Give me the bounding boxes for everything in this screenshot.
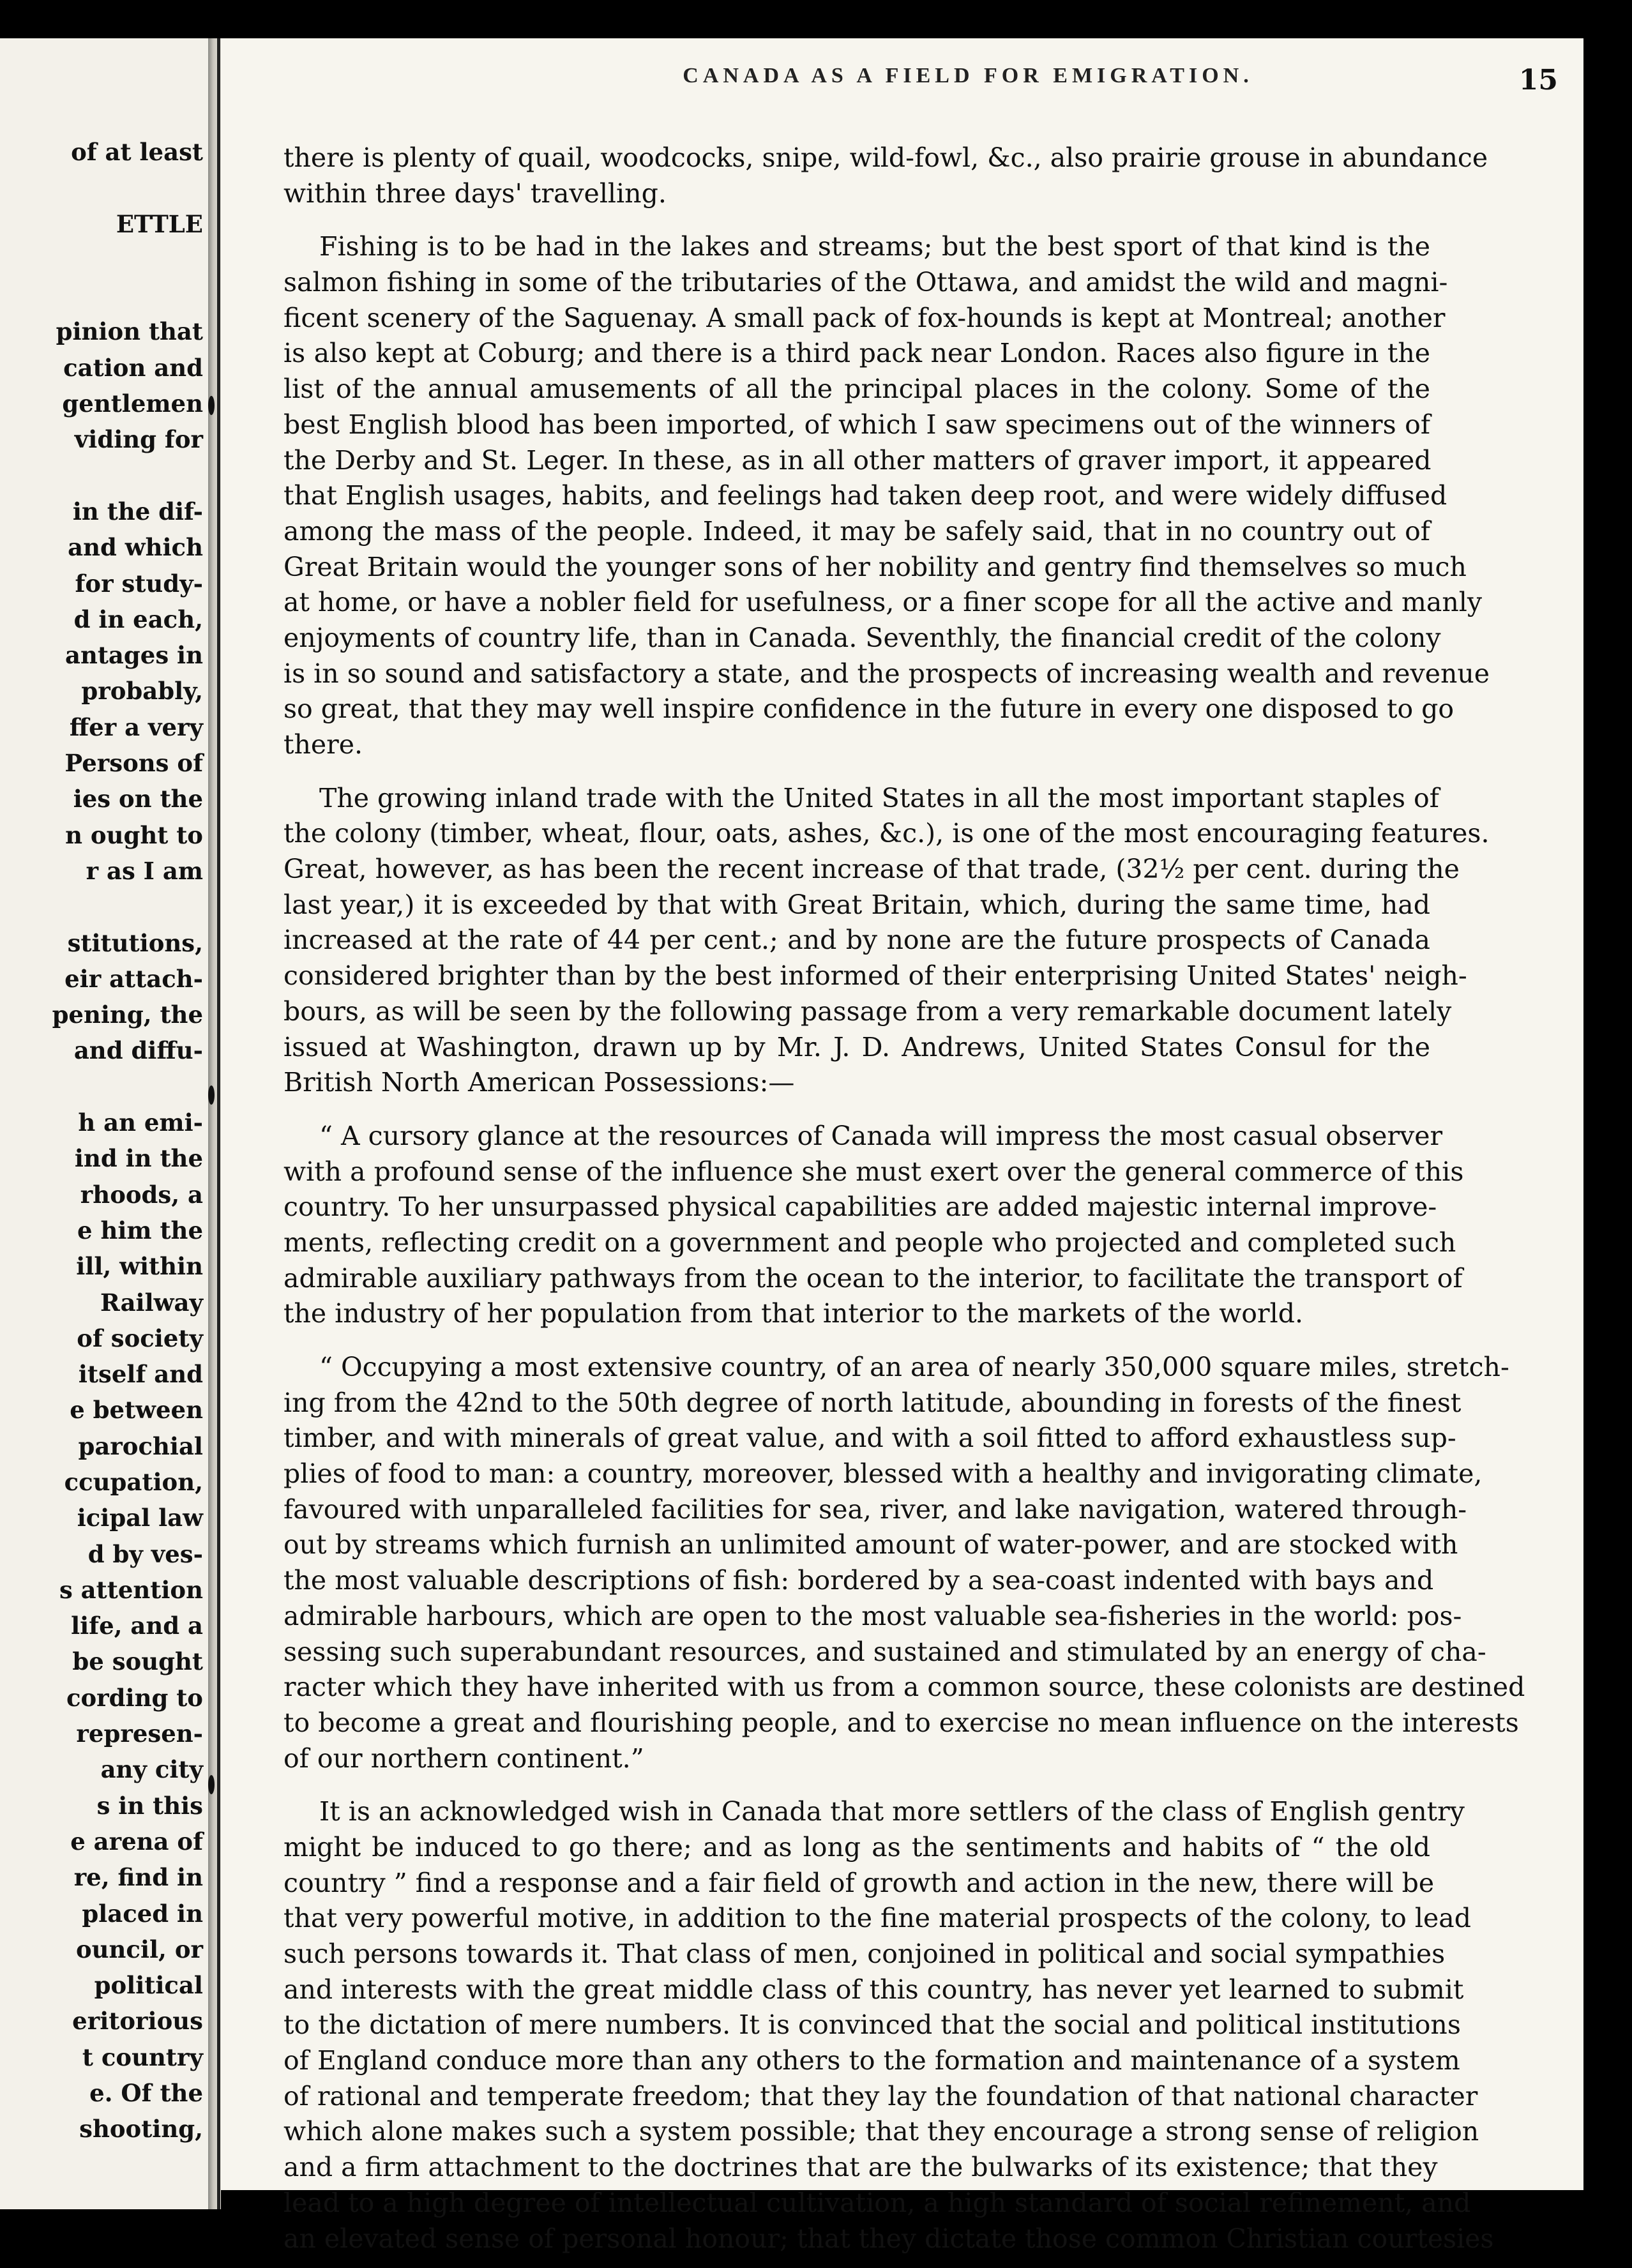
text-line: with a profound sense of the influence she must exert over the general commerce of this	[283, 1156, 1464, 1187]
left-page-line: stitutions,	[67, 928, 203, 957]
left-page-line: and which	[68, 533, 203, 562]
left-page-line	[0, 1069, 203, 1105]
text-line: there is plenty of quail, woodcocks, snipe, wild-fowl, &c., also prairie grouse in abundance	[283, 142, 1488, 173]
left-page-line: viding for	[74, 425, 203, 454]
binding-mark	[208, 1775, 215, 1794]
paragraph-gap	[283, 763, 1430, 781]
left-page-line: be sought	[72, 1647, 203, 1676]
left-page-line: gentlemen	[62, 389, 203, 418]
text-line: out by streams which furnish an unlimited amount of water-power, and are stocked with	[283, 1529, 1458, 1561]
left-page-line: e. Of the	[89, 2079, 203, 2108]
text-line: country ” find a response and a fair field of growth and action in the new, there will be	[283, 1867, 1435, 1898]
left-page-line: placed in	[82, 1899, 203, 1928]
left-page-line: life, and a	[71, 1612, 203, 1640]
text-line: to become a great and flourishing people, and to exercise no mean influence on the interests	[283, 1707, 1519, 1738]
left-page-line: d by ves-	[87, 1539, 203, 1568]
text-line: might be induced to go there; and as long as the sentiments and habits of “ the old	[283, 1831, 1430, 1863]
text-line: within three days' travelling.	[283, 178, 667, 209]
text-line: racter which they have inherited with us from a common source, these colonists are destined	[283, 1672, 1525, 1703]
page-number: 15	[1518, 64, 1558, 96]
left-page-line: parochial	[78, 1432, 203, 1460]
text-line: such persons towards it. That class of men, conjoined in political and social sympathies	[283, 1939, 1446, 1969]
text-line: salmon fishing in some of the tributaries of the Ottawa, and amidst the wild and magni-	[283, 267, 1448, 298]
left-page-line	[0, 458, 203, 494]
paragraph	[283, 781, 1490, 1101]
text-line: ing from the 42nd to the 50th degree of north latitude, abounding in forests of the finest	[283, 1387, 1462, 1418]
text-line: is in so sound and satisfactory a state, and the prospects of increasing wealth and revenue	[283, 658, 1490, 689]
left-page-line: n ought to	[65, 820, 203, 849]
paragraph-gap	[283, 1776, 1430, 1794]
paragraph	[283, 140, 1488, 211]
left-page-line: of society	[77, 1324, 203, 1352]
left-page-line: re, find in	[73, 1863, 203, 1892]
paragraph	[283, 229, 1490, 762]
left-page-line: ies on the	[73, 785, 203, 813]
paragraph	[283, 1350, 1525, 1776]
left-page-line: cording to	[66, 1683, 203, 1712]
left-page-line: e him the	[77, 1216, 203, 1244]
left-page-line	[0, 278, 203, 314]
left-page-line: ind in the	[74, 1144, 203, 1173]
text-line: which alone makes such a system possible; that they encourage a strong sense of religion	[283, 2116, 1479, 2147]
text-line: enjoyments of country life, than in Canada. Seventhly, the financial credit of the colony	[283, 622, 1441, 653]
left-page-line: represen-	[76, 1720, 203, 1748]
text-line: among the mass of the people. Indeed, it may be safely said, that in no country out of	[283, 515, 1430, 547]
text-line: last year,) it is exceeded by that with Great Britain, which, during the same time, had	[283, 889, 1430, 920]
left-page-text	[0, 134, 203, 2147]
left-page-line: t country	[82, 2043, 203, 2071]
left-page-line: political	[94, 1971, 203, 2000]
text-line: is also kept at Coburg; and there is a third pack near London. Races also figure in the	[283, 338, 1430, 369]
binding-mark	[208, 1085, 215, 1105]
left-page-line: itself and	[78, 1360, 203, 1389]
left-page-line	[0, 170, 203, 206]
left-page-line: d in each,	[73, 605, 203, 633]
text-line: admirable auxiliary pathways from the ocean to the interior, to facilitate the transport of	[283, 1262, 1463, 1294]
body-text	[283, 140, 1525, 2257]
left-page-line: h an emi-	[78, 1108, 203, 1137]
left-page-line: for study-	[75, 569, 203, 598]
paragraph-gap	[283, 211, 1430, 229]
left-page-line: r as I am	[86, 856, 203, 885]
text-line: of rational and temperate freedom; that they lay the foundation of that national character	[283, 2080, 1478, 2112]
left-page-line: ETTLE	[116, 209, 203, 238]
text-line: Great Britain would the younger sons of her nobility and gentry find themselves so much	[283, 551, 1467, 582]
left-page-line: ouncil, or	[75, 1935, 203, 1963]
text-line: the industry of her population from that interior to the markets of the world.	[283, 1298, 1303, 1329]
paragraph	[283, 1119, 1464, 1332]
text-line: lead to a high degree of intellectual cultivation, a high standard of social refinement, and	[283, 2187, 1471, 2218]
left-page-line: e between	[70, 1396, 203, 1425]
text-line: sessing such superabundant resources, and sustained and stimulated by an energy of cha-	[283, 1636, 1486, 1667]
text-line: plies of food to man: a country, moreover, blessed with a healthy and invigorating climate,	[283, 1458, 1483, 1490]
left-page-line: pinion that	[56, 317, 203, 346]
text-line: that English usages, habits, and feelings had taken deep root, and were widely diffused	[283, 480, 1447, 511]
left-page-line	[0, 242, 203, 278]
left-page-line: shooting,	[79, 2115, 203, 2143]
left-page-line: antages in	[64, 641, 203, 670]
binding-mark	[208, 396, 215, 415]
text-line: issued at Washington, drawn up by Mr. J. D. Andrews, United States Consul for the	[283, 1031, 1430, 1062]
text-line: favoured with unparalleled facilities for sea, river, and lake navigation, watered through-	[283, 1493, 1467, 1525]
left-page-line: rhoods, a	[80, 1180, 203, 1209]
main-page	[221, 38, 1583, 2254]
text-line: considered brighter than by the best informed of their enterprising United States' neigh-	[283, 960, 1467, 992]
text-line: ficent scenery of the Saguenay. A small pack of fox-hounds is kept at Montreal; another	[283, 302, 1446, 333]
left-page-line: s attention	[59, 1575, 203, 1604]
text-line: at home, or have a nobler field for usefulness, or a finer scope for all the active and manly	[283, 587, 1483, 618]
left-page-line: Persons of	[64, 749, 203, 778]
paragraph-gap	[283, 1332, 1430, 1350]
text-line: that very powerful motive, in addition to the fine material prospects of the colony, to lead	[283, 1903, 1471, 1934]
text-line: Great, however, as has been the recent increase of that trade, (32½ per cent. during the	[283, 854, 1460, 885]
left-page-line: Railway	[100, 1288, 203, 1317]
text-line: The growing inland trade with the United States in all the most important staples of	[319, 782, 1439, 813]
left-page-line: icipal law	[77, 1504, 203, 1532]
paragraph-gap	[283, 1101, 1430, 1119]
left-page-line: ffer a very	[69, 713, 203, 741]
text-line: British North American Possessions:—	[283, 1067, 795, 1098]
text-line: there.	[283, 729, 363, 760]
text-line: to the dictation of mere numbers. It is convinced that the social and political institutions	[283, 2009, 1461, 2041]
text-line: and interests with the great middle class of this country, has never yet learned to submit	[283, 1974, 1464, 2005]
text-line: increased at the rate of 44 per cent.; and by none are the future prospects of Canada	[283, 925, 1430, 956]
left-page-line: and diffu-	[73, 1036, 203, 1065]
text-line: ments, reflecting credit on a government and people who projected and completed such	[283, 1227, 1456, 1258]
text-line: so great, that they may well inspire confidence in the future in every one disposed to go	[283, 693, 1454, 725]
left-page-line: probably,	[81, 677, 203, 706]
left-page-line: ccupation,	[64, 1467, 203, 1496]
left-page-line: any city	[100, 1755, 203, 1784]
left-page-line: s in this	[96, 1791, 203, 1820]
text-line: the most valuable descriptions of fish: bordered by a sea-coast indented with bays and	[283, 1565, 1434, 1596]
text-line: and a firm attachment to the doctrines that are the bulwarks of its existence; that they	[283, 2152, 1438, 2183]
text-line: country. To her unsurpassed physical capabilities are added majestic internal improve-	[283, 1191, 1437, 1223]
left-facing-page	[0, 38, 208, 2209]
left-page-line: of at least	[71, 138, 203, 166]
text-line: Fishing is to be had in the lakes and streams; but the best sport of that kind is the	[319, 231, 1430, 262]
left-page-line: e arena of	[70, 1827, 203, 1856]
text-line: the Derby and St. Leger. In these, as in all other matters of graver import, it appeared	[283, 444, 1432, 476]
page-fold-line	[217, 38, 220, 2209]
text-line: “ A cursory glance at the resources of Canada will impress the most casual observer	[319, 1120, 1443, 1151]
text-line: an elevated sense of personal honour; that they dictate those common Christian courtesies	[283, 2223, 1494, 2254]
left-page-line: cation and	[63, 353, 203, 382]
running-head: CANADA AS A FIELD FOR EMIGRATION.	[683, 64, 1253, 87]
text-line: bours, as will be seen by the following passage from a very remarkable document lately	[283, 995, 1452, 1027]
text-line: of our northern continent.”	[283, 1743, 644, 1774]
text-line: the colony (timber, wheat, flour, oats, ashes, &c.), is one of the most encouraging features.	[283, 818, 1490, 849]
text-line: admirable harbours, which are open to the most valuable sea-fisheries in the world: pos-	[283, 1600, 1462, 1631]
text-line: list of the annual amusements of all the principal places in the colony. Some of the	[283, 374, 1430, 405]
text-line: timber, and with minerals of great value, and with a soil fitted to afford exhaustless sup-	[283, 1423, 1456, 1454]
left-page-line: ill, within	[76, 1252, 203, 1281]
left-page-line: pening, the	[52, 1001, 203, 1029]
text-line: best English blood has been imported, of which I saw specimens out of the winners of	[283, 409, 1430, 440]
left-page-line: in the dif-	[72, 497, 203, 525]
left-page-line	[0, 889, 203, 925]
left-page-line: eritorious	[72, 2007, 203, 2036]
text-line: of England conduce more than any others to the formation and maintenance of a system	[283, 2045, 1460, 2076]
left-page-line: eir attach-	[64, 964, 203, 993]
paragraph	[283, 1794, 1494, 2257]
text-line: “ Occupying a most extensive country, of an area of nearly 350,000 square miles, stretch-	[319, 1352, 1509, 1382]
text-line: It is an acknowledged wish in Canada that more settlers of the class of English gentry	[319, 1796, 1465, 1827]
